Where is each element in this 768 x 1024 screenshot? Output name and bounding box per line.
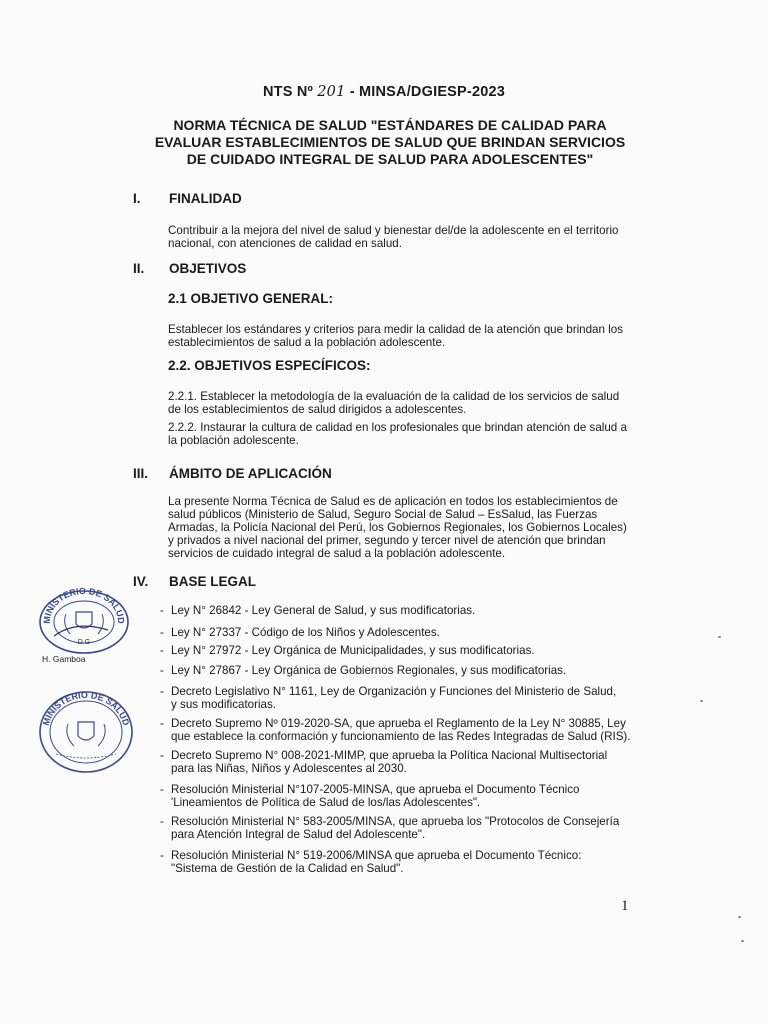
document-title — [150, 117, 630, 168]
legal-line: Resolución Ministerial N° 583-2005/MINSA, que aprueba los "Protocolos de Consejería — [171, 815, 620, 828]
paragraph-line: Armadas, la Policía Nacional del Perú, los Gobiernos Regionales, los Gobiernos Locales) — [168, 521, 627, 534]
section-objetivos-heading — [133, 261, 246, 276]
section-title: OBJETIVOS — [169, 261, 247, 276]
legal-line: y sus modificatorias. — [171, 698, 277, 711]
section-ambito-heading — [133, 466, 332, 481]
section-title: ÁMBITO DE APLICACIÓN — [169, 466, 332, 481]
paragraph-line: de los establecimientos de salud dirigidos a adolescentes. — [168, 403, 467, 416]
legal-line: 'Lineamientos de Política de Salud de los/las Adolescentes". — [171, 796, 481, 809]
section-finalidad-heading — [133, 191, 242, 206]
legal-item — [160, 664, 650, 677]
paragraph-line: nacional, con atenciones de calidad en salud. — [168, 237, 402, 250]
ambito-paragraph — [168, 495, 648, 560]
bullet-dash: - — [160, 685, 164, 698]
ministry-seal-stamp — [36, 584, 132, 654]
legal-line: Resolución Ministerial N° 519-2006/MINSA que aprueba el Documento Técnico: — [171, 849, 582, 862]
paragraph-line: la población adolescente. — [168, 434, 299, 447]
legal-line: Ley N° 26842 - Ley General de Salud, y sus modificatorias. — [171, 604, 476, 617]
scan-speck — [700, 700, 703, 702]
bullet-dash: - — [160, 749, 164, 762]
legal-item — [160, 849, 650, 875]
bullet-dash: - — [160, 849, 164, 862]
paragraph-line: y privados a nivel nacional del primer, segundo y tercer nivel de atención que brindan — [168, 534, 606, 547]
section-title: FINALIDAD — [169, 191, 242, 206]
title-line: DE CUIDADO INTEGRAL DE SALUD PARA ADOLESCENTES" — [186, 151, 594, 167]
scan-speck — [718, 636, 721, 638]
objetivo-general-paragraph — [168, 323, 648, 349]
legal-line: para las Niñas, Niños y Adolescentes al 2030. — [171, 762, 407, 775]
legal-item — [160, 626, 650, 639]
legal-line: Ley N° 27337 - Código de los Niños y Adolescentes. — [171, 626, 440, 639]
scan-speck — [741, 940, 744, 942]
finalidad-paragraph — [168, 224, 648, 250]
bullet-dash: - — [160, 783, 164, 796]
legal-item — [160, 604, 650, 617]
paragraph-line: establecimientos de salud a la población adolescente. — [168, 336, 446, 349]
title-line: EVALUAR ESTABLECIMIENTOS DE SALUD QUE BRINDAN SERVICIOS — [154, 134, 626, 150]
title-line: NORMA TÉCNICA DE SALUD "ESTÁNDARES DE CALIDAD PARA — [173, 117, 607, 133]
scan-speck — [738, 916, 741, 918]
section-title: BASE LEGAL — [169, 574, 257, 589]
section-base-legal-heading — [133, 574, 256, 589]
document-code — [0, 84, 768, 100]
legal-line: Ley N° 27867 - Ley Orgánica de Gobiernos Regionales, y sus modificatorias. — [171, 664, 567, 677]
section-number: IV. — [133, 574, 149, 589]
section-number: II. — [133, 261, 145, 276]
paragraph-line: servicios de cuidado integral de salud a la población adolescente. — [168, 547, 506, 560]
legal-line: Resolución Ministerial N°107-2005-MINSA, que aprueba el Documento Técnico — [171, 783, 580, 796]
code-prefix: NTS Nº — [262, 84, 318, 100]
stamp-signature-name: H. Gamboa — [42, 654, 86, 664]
legal-line: que establece la conformación y funcionamiento de las Redes Integradas de Salud (RIS). — [171, 730, 631, 743]
paragraph-line: salud públicos (Ministerio de Salud, Seguro Social de Salud – EsSalud, las Fuerzas — [168, 508, 598, 521]
bullet-dash: - — [160, 626, 164, 639]
paragraph-line: 2.2.2. Instaurar la cultura de calidad en los profesionales que brindan atención de salud a — [168, 421, 627, 434]
legal-line: Decreto Supremo N° 008-2021-MIMP, que aprueba la Política Nacional Multisectorial — [171, 749, 608, 762]
legal-line: Decreto Supremo Nº 019-2020-SA, que aprueba el Reglamento de la Ley N° 30885, Ley — [171, 717, 626, 730]
section-number: III. — [133, 466, 149, 481]
legal-line: Decreto Legislativo N° 1161, Ley de Organización y Funciones del Ministerio de Salud, — [171, 685, 617, 698]
bullet-dash: - — [160, 815, 164, 828]
stamp-text: MINISTERIO DE SALUD — [41, 585, 127, 625]
paragraph-line: La presente Norma Técnica de Salud es de aplicación en todos los establecimientos de — [168, 495, 618, 508]
legal-item — [160, 644, 650, 657]
objetivo-general-heading: 2.1 OBJETIVO GENERAL: — [168, 291, 334, 306]
bullet-dash: - — [160, 644, 164, 657]
section-number: I. — [133, 191, 141, 206]
legal-item — [160, 783, 650, 809]
legal-item — [160, 749, 650, 775]
page-number: 1 — [621, 898, 629, 914]
objetivos-especificos-heading: 2.2. OBJETIVOS ESPECÍFICOS: — [168, 358, 371, 373]
legal-item — [160, 685, 650, 711]
objetivo-especifico-1 — [168, 390, 648, 416]
code-number: 201 — [317, 84, 346, 100]
code-suffix: - MINSA/DGIESP-2023 — [345, 84, 506, 100]
legal-line: Ley N° 27972 - Ley Orgánica de Municipalidades, y sus modificatorias. — [171, 644, 535, 657]
paragraph-line: Establecer los estándares y criterios para medir la calidad de la atención que brindan los — [168, 323, 623, 336]
stamp-text: MINISTERIO DE SALUD — [40, 689, 132, 727]
bullet-dash: - — [160, 664, 164, 677]
legal-item — [160, 717, 650, 743]
objetivo-especifico-2 — [168, 421, 648, 447]
legal-line: para Atención Integral de Salud del Adolescente". — [171, 828, 426, 841]
paragraph-line: Contribuir a la mejora del nivel de salud y bienestar del/de la adolescente en el territorio — [168, 224, 619, 237]
legal-line: "Sistema de Gestión de la Calidad en Salud". — [171, 862, 404, 875]
ministry-seal-stamp-2 — [36, 688, 136, 774]
bullet-dash: - — [160, 717, 164, 730]
legal-item — [160, 815, 650, 841]
paragraph-line: 2.2.1. Establecer la metodología de la evaluación de la calidad de los servicios de salud — [168, 390, 620, 403]
bullet-dash: - — [160, 604, 164, 617]
stamp-inner-text: D.G — [77, 639, 91, 646]
